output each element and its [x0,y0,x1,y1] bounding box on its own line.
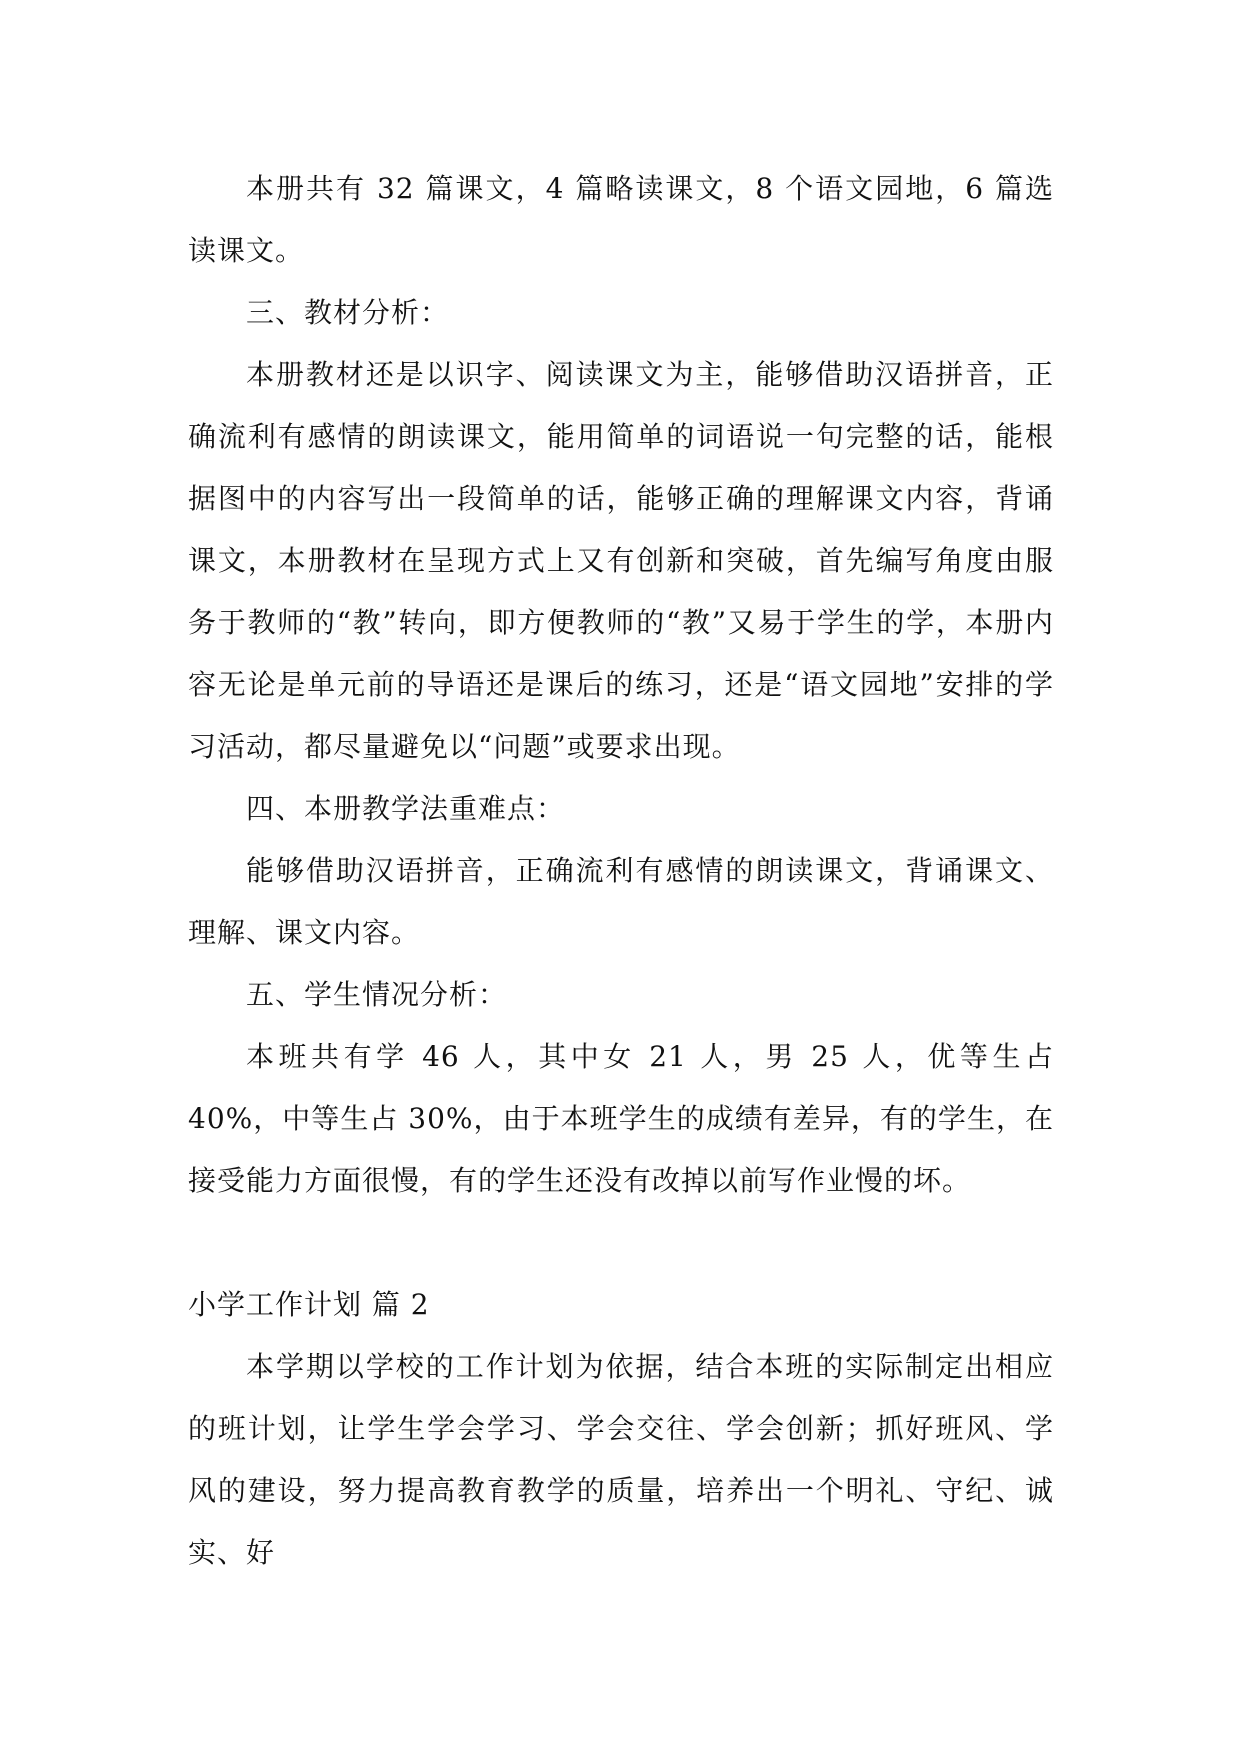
heading-textbook-analysis: 三、教材分析： [246,296,450,329]
section-title: 小学工作计划 篇 2 [188,1288,430,1321]
paragraph-semester-plan: 本学期以学校的工作计划为依据，结合本班的实际制定出相应的班计划，让学生学会学习、学会交往、学会创新；抓好班风、学风的建设，努力提高教育教学的质量，培养出一个明礼、守纪、诚实、好 [188,1350,1054,1569]
document-body [188,158,1054,1584]
paragraph-key-difficulties: 能够借助汉语拼音，正确流利有感情的朗读课文，背诵课文、理解、课文内容。 [188,854,1054,949]
section-gap [188,1212,1054,1274]
heading-student-analysis: 五、学生情况分析： [246,978,508,1011]
heading-key-difficulties: 四、本册教学法重难点： [246,792,566,825]
paragraph-textbook-analysis: 本册教材还是以识字、阅读课文为主，能够借助汉语拼音，正确流利有感情的朗读课文，能用简单的词语说一句完整的话，能根据图中的内容写出一段简单的话，能够正确的理解课文内容，背诵课文，本册教材在呈现方式上又有创新和突破，首先编写角度由服务于教师的“教”转向，即方便教师的“教”又易于学生的学，本册内容无论是单元前的导语还是课后的练习，还是“语文园地”安排的学习活动，都尽量避免以“问题”或要求出现。 [188,358,1054,763]
paragraph-student-analysis: 本班共有学 46 人，其中女 21 人，男 25 人，优等生占 40%，中等生占 30%，由于本班学生的成绩有差异，有的学生，在接受能力方面很慢，有的学生还没有改掉以前写作业慢的坏。 [188,1040,1054,1197]
paragraph-lesson-count: 本册共有 32 篇课文，4 篇略读课文，8 个语文园地，6 篇选读课文。 [188,172,1054,267]
